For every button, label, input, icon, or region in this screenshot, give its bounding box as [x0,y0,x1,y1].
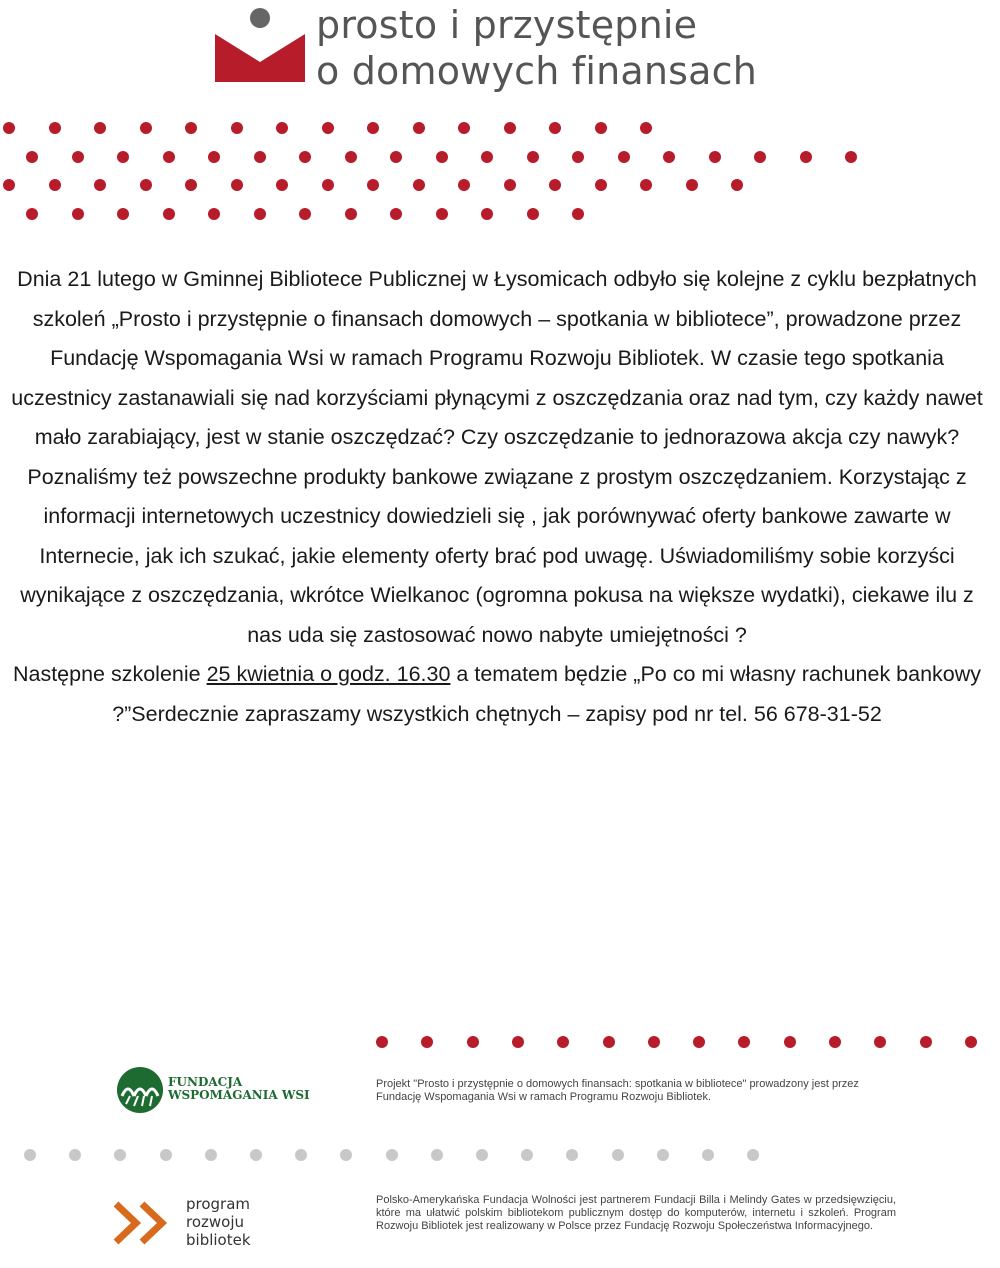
decorative-dot [299,151,311,163]
decorative-dot [640,179,652,191]
header-title-line2: o domowych finansach [316,49,758,93]
decorative-dot [829,1036,841,1048]
decorative-dot [603,1036,615,1048]
decorative-dot [163,151,175,163]
decorative-dot [413,122,425,134]
project-note: Projekt "Prosto i przystępnie o domowych finansach: spotkania w bibliotece" prowadzony jest przez Fundację Wspomagania Wsi w ramach Programu Rozwoju Bibliotek. [376,1078,859,1103]
next-training-date: 25 kwietnia o godz. 16.30 [206,662,451,686]
decorative-dot [231,122,243,134]
paragraph-2: Poznaliśmy też powszechne produkty bankowe związane z prostym oszczędzaniem. Korzystając z informacji internetowych uczestnicy dowiedzieli się , jak porównywać oferty bankowe zawarte w Internecie, jak ich szukać, jakie elementy oferty brać pod uwagę. Uświadomiliśmy sobie korzyści wynikające z oszczędzania, wkrótce Wielkanoc (ogromna pokusa na większe wydatki), ciekawe ilu z nas uda się zastosować nowo nabyte umiejętności ? [20,464,974,647]
decorative-dot [731,179,743,191]
decorative-dot [549,179,561,191]
decorative-dot [185,122,197,134]
decorative-dot [481,208,493,220]
decorative-dot [345,208,357,220]
decorative-dot [49,179,61,191]
decorative-dot [114,1149,126,1161]
decorative-dot [686,179,698,191]
decorative-dot [250,1149,262,1161]
decorative-dot [436,151,448,163]
decorative-dot [295,1149,307,1161]
fws-name-line2: WSPOMAGANIA WSI [168,1088,310,1102]
decorative-dot [784,1036,796,1048]
decorative-dot [920,1036,932,1048]
decorative-dot [800,151,812,163]
decorative-dot [693,1036,705,1048]
decorative-dot [72,208,84,220]
fundacja-wspomagania-wsi-logo-icon [114,1066,166,1114]
decorative-dot [467,1036,479,1048]
decorative-dot [421,1036,433,1048]
decorative-dot [72,151,84,163]
paragraph-3 [2,655,992,734]
decorative-dot [566,1149,578,1161]
decorative-dot [117,208,129,220]
decorative-dot [69,1149,81,1161]
decorative-dot [657,1149,669,1161]
header-title [316,2,757,94]
decorative-dot [299,208,311,220]
fws-name-line1: FUNDACJA [168,1075,243,1089]
decorative-dot [663,151,675,163]
decorative-dot [965,1036,977,1048]
decorative-dot [163,208,175,220]
decorative-dot [322,122,334,134]
decorative-dot [845,151,857,163]
decorative-dot [117,151,129,163]
decorative-dot [254,151,266,163]
decorative-dot [702,1149,714,1161]
decorative-dot [527,208,539,220]
paragraph-3-start: Następne szkolenie [12,662,207,686]
fundacja-wspomagania-wsi-name [168,1076,310,1102]
partnership-note: Polsko-Amerykańska Fundacja Wolności jest partnerem Fundacji Billa i Melindy Gates w przedsięwzięciu, które ma ułatwić polskim bibliotekom publicznym dostęp do komputerów, internetu i szkoleń. Program Rozwoju Bibliotek jest realizowany w Polsce przez Fundację Rozwoju Społeczeństwa Informacyjnego. [376,1194,896,1232]
decorative-dot [595,179,607,191]
decorative-dot [512,1036,524,1048]
decorative-dot [205,1149,217,1161]
decorative-dot [26,151,38,163]
decorative-dot [160,1149,172,1161]
decorative-dot [140,179,152,191]
decorative-dot [254,208,266,220]
decorative-dot [572,151,584,163]
decorative-dot [322,179,334,191]
decorative-dot [431,1149,443,1161]
decorative-dot [140,122,152,134]
prb-name-line3: bibliotek [186,1231,251,1249]
decorative-dot [481,151,493,163]
paragraph-1: Dnia 21 lutego w Gminnej Bibliotece Publicznej w Łysomicach odbyło się kolejne z cyklu bezpłatnych szkoleń „Prosto i przystępnie o finansach domowych – spotkania w bibliotece”, prowadzone przez Fundację Wspomagania Wsi w ramach Programu Rozwoju Bibliotek. W czasie tego spotkania uczestnicy zastanawiali się nad korzyściami płynącymi z oszczędzania oraz nad tym, czy każdy nawet mało zarabiający, jest w stanie oszczędzać? Czy oszczędzanie to jednorazowa akcja czy nawyk? [11,267,983,449]
prb-name-line1: program [186,1195,251,1213]
decorative-dot [874,1036,886,1048]
decorative-dot [376,1036,388,1048]
decorative-dot [390,208,402,220]
decorative-dot [738,1036,750,1048]
decorative-dot [521,1149,533,1161]
decorative-dot [648,1036,660,1048]
decorative-dot [549,122,561,134]
decorative-dot [208,208,220,220]
decorative-dot [231,179,243,191]
decorative-dot [413,179,425,191]
decorative-dot [3,122,15,134]
decorative-dot [504,122,516,134]
decorative-dot [24,1149,36,1161]
decorative-dot [3,179,15,191]
article-body [2,260,992,734]
decorative-dot [340,1149,352,1161]
decorative-dot [754,151,766,163]
decorative-dot [94,122,106,134]
decorative-dot [367,179,379,191]
decorative-dot [504,179,516,191]
decorative-dot [458,122,470,134]
decorative-dot [345,151,357,163]
decorative-dot [458,179,470,191]
header-title-line1: prosto i przystępnie [316,3,698,47]
paragraph-3-end: a tematem będzie „Po co mi własny rachunek bankowy ?”Serdecznie zapraszamy wszystkich chętnych – zapisy pod nr tel. 56 678-31-52 [112,662,982,726]
decorative-dot [436,208,448,220]
decorative-dot [276,179,288,191]
decorative-dot [94,179,106,191]
decorative-dot [709,151,721,163]
decorative-dot [747,1149,759,1161]
decorative-dot [26,208,38,220]
decorative-dot [572,208,584,220]
decorative-dot [49,122,61,134]
decorative-dot [208,151,220,163]
decorative-dot [185,179,197,191]
program-rozwoju-bibliotek-name [186,1195,251,1249]
decorative-dot [386,1149,398,1161]
decorative-dot [390,151,402,163]
prb-name-line2: rozwoju [186,1213,245,1231]
decorative-dot [612,1149,624,1161]
decorative-dot [527,151,539,163]
decorative-dot [557,1036,569,1048]
decorative-dot [595,122,607,134]
decorative-dot [640,122,652,134]
decorative-dot [276,122,288,134]
decorative-dot [476,1149,488,1161]
program-rozwoju-bibliotek-logo-icon [112,1198,176,1248]
decorative-dot [367,122,379,134]
logo-mark-icon [215,4,305,84]
decorative-dot [618,151,630,163]
